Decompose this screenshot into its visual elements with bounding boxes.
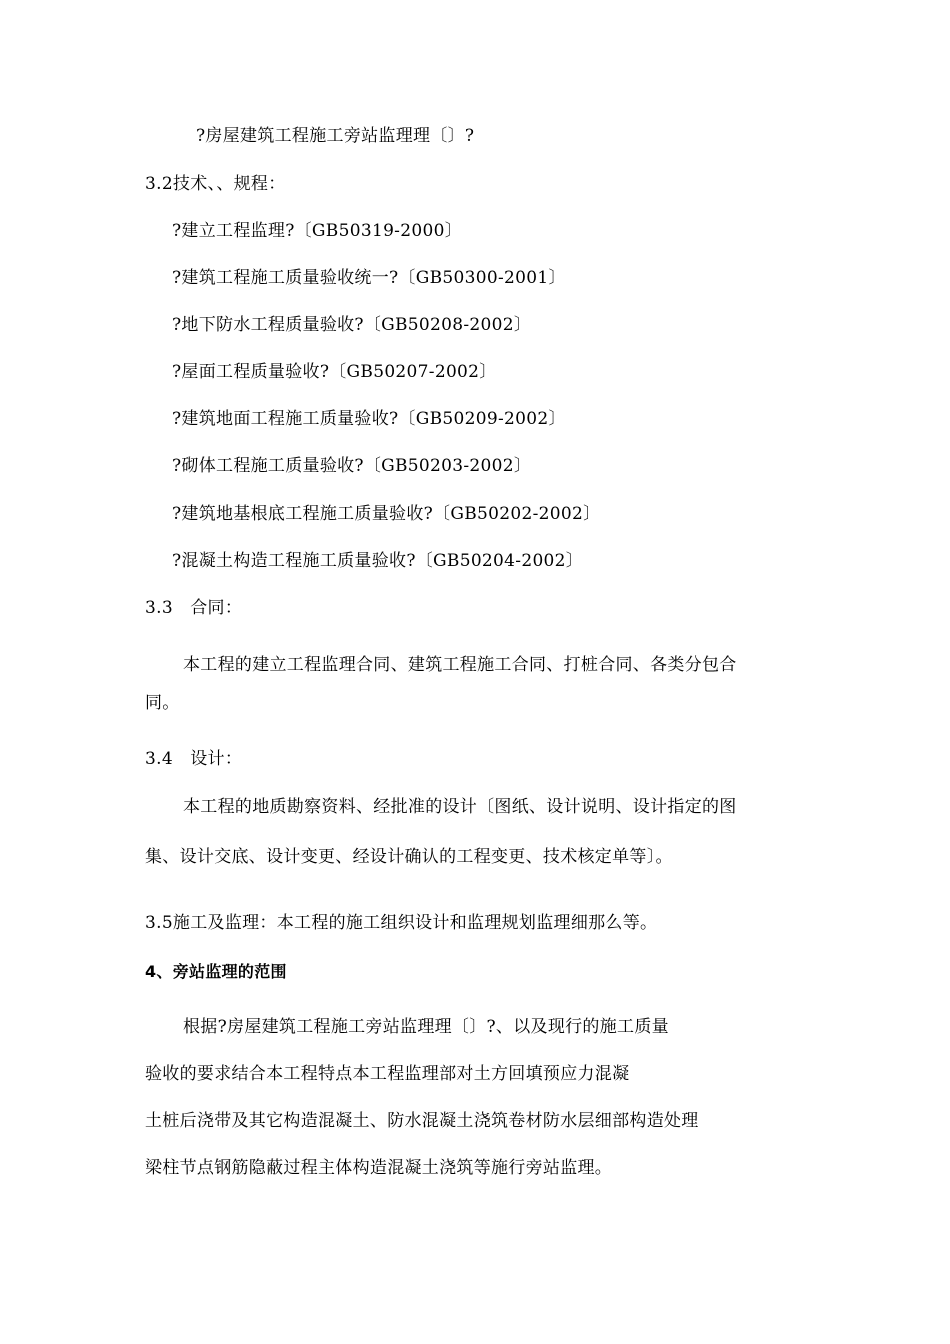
standard-item: ?建立工程监理?〔GB50319-2000〕 xyxy=(172,221,462,241)
section-4-body: 土桩后浇带及其它构造混凝土、防水混凝土浇筑卷材防水层细部构造处理 xyxy=(145,1111,699,1131)
standard-item: ?建筑工程施工质量验收统一?〔GB50300-2001〕 xyxy=(172,268,566,288)
section-3-3-body: 本工程的建立工程监理合同、建筑工程施工合同、打桩合同、各类分包合 xyxy=(183,655,737,675)
section-3-4-heading: 3.4 设计： xyxy=(145,749,243,769)
section-3-4-body: 集、设计交底、设计变更、经设计确认的工程变更、技术核定单等〕。 xyxy=(145,847,673,867)
standard-item: ?建筑地基根底工程施工质量验收?〔GB50202-2002〕 xyxy=(172,504,601,524)
section-3-5-text: 3.5施工及监理：本工程的施工组织设计和监理规划监理细那么等。 xyxy=(145,913,658,933)
standard-item: ?砌体工程施工质量验收?〔GB50203-2002〕 xyxy=(172,456,532,476)
section-3-3-heading: 3.3 合同： xyxy=(145,598,243,618)
section-3-4-body: 本工程的地质勘察资料、经批准的设计〔图纸、设计说明、设计指定的图 xyxy=(183,797,737,817)
section-3-2-heading: 3.2技术、、规程： xyxy=(145,174,286,194)
section-4-heading: 4、旁站监理的范围 xyxy=(145,962,287,981)
standard-item: ?地下防水工程质量验收?〔GB50208-2002〕 xyxy=(172,315,532,335)
standard-item: ?混凝土构造工程施工质量验收?〔GB50204-2002〕 xyxy=(172,551,584,571)
section-4-body: 梁柱节点钢筋隐蔽过程主体构造混凝土浇筑等施行旁站监理。 xyxy=(145,1158,613,1178)
section-4-body: 验收的要求结合本工程特点本工程监理部对土方回填预应力混凝 xyxy=(145,1064,630,1084)
standard-item: ?建筑地面工程施工质量验收?〔GB50209-2002〕 xyxy=(172,409,566,429)
standard-item: ?屋面工程质量验收?〔GB50207-2002〕 xyxy=(172,362,497,382)
section-4-body: 根据?房屋建筑工程施工旁站监理理〔〕?、以及现行的施工质量 xyxy=(183,1017,669,1037)
regulation-title: ?房屋建筑工程施工旁站监理理〔〕? xyxy=(196,126,475,146)
section-3-3-body: 同。 xyxy=(145,693,180,713)
